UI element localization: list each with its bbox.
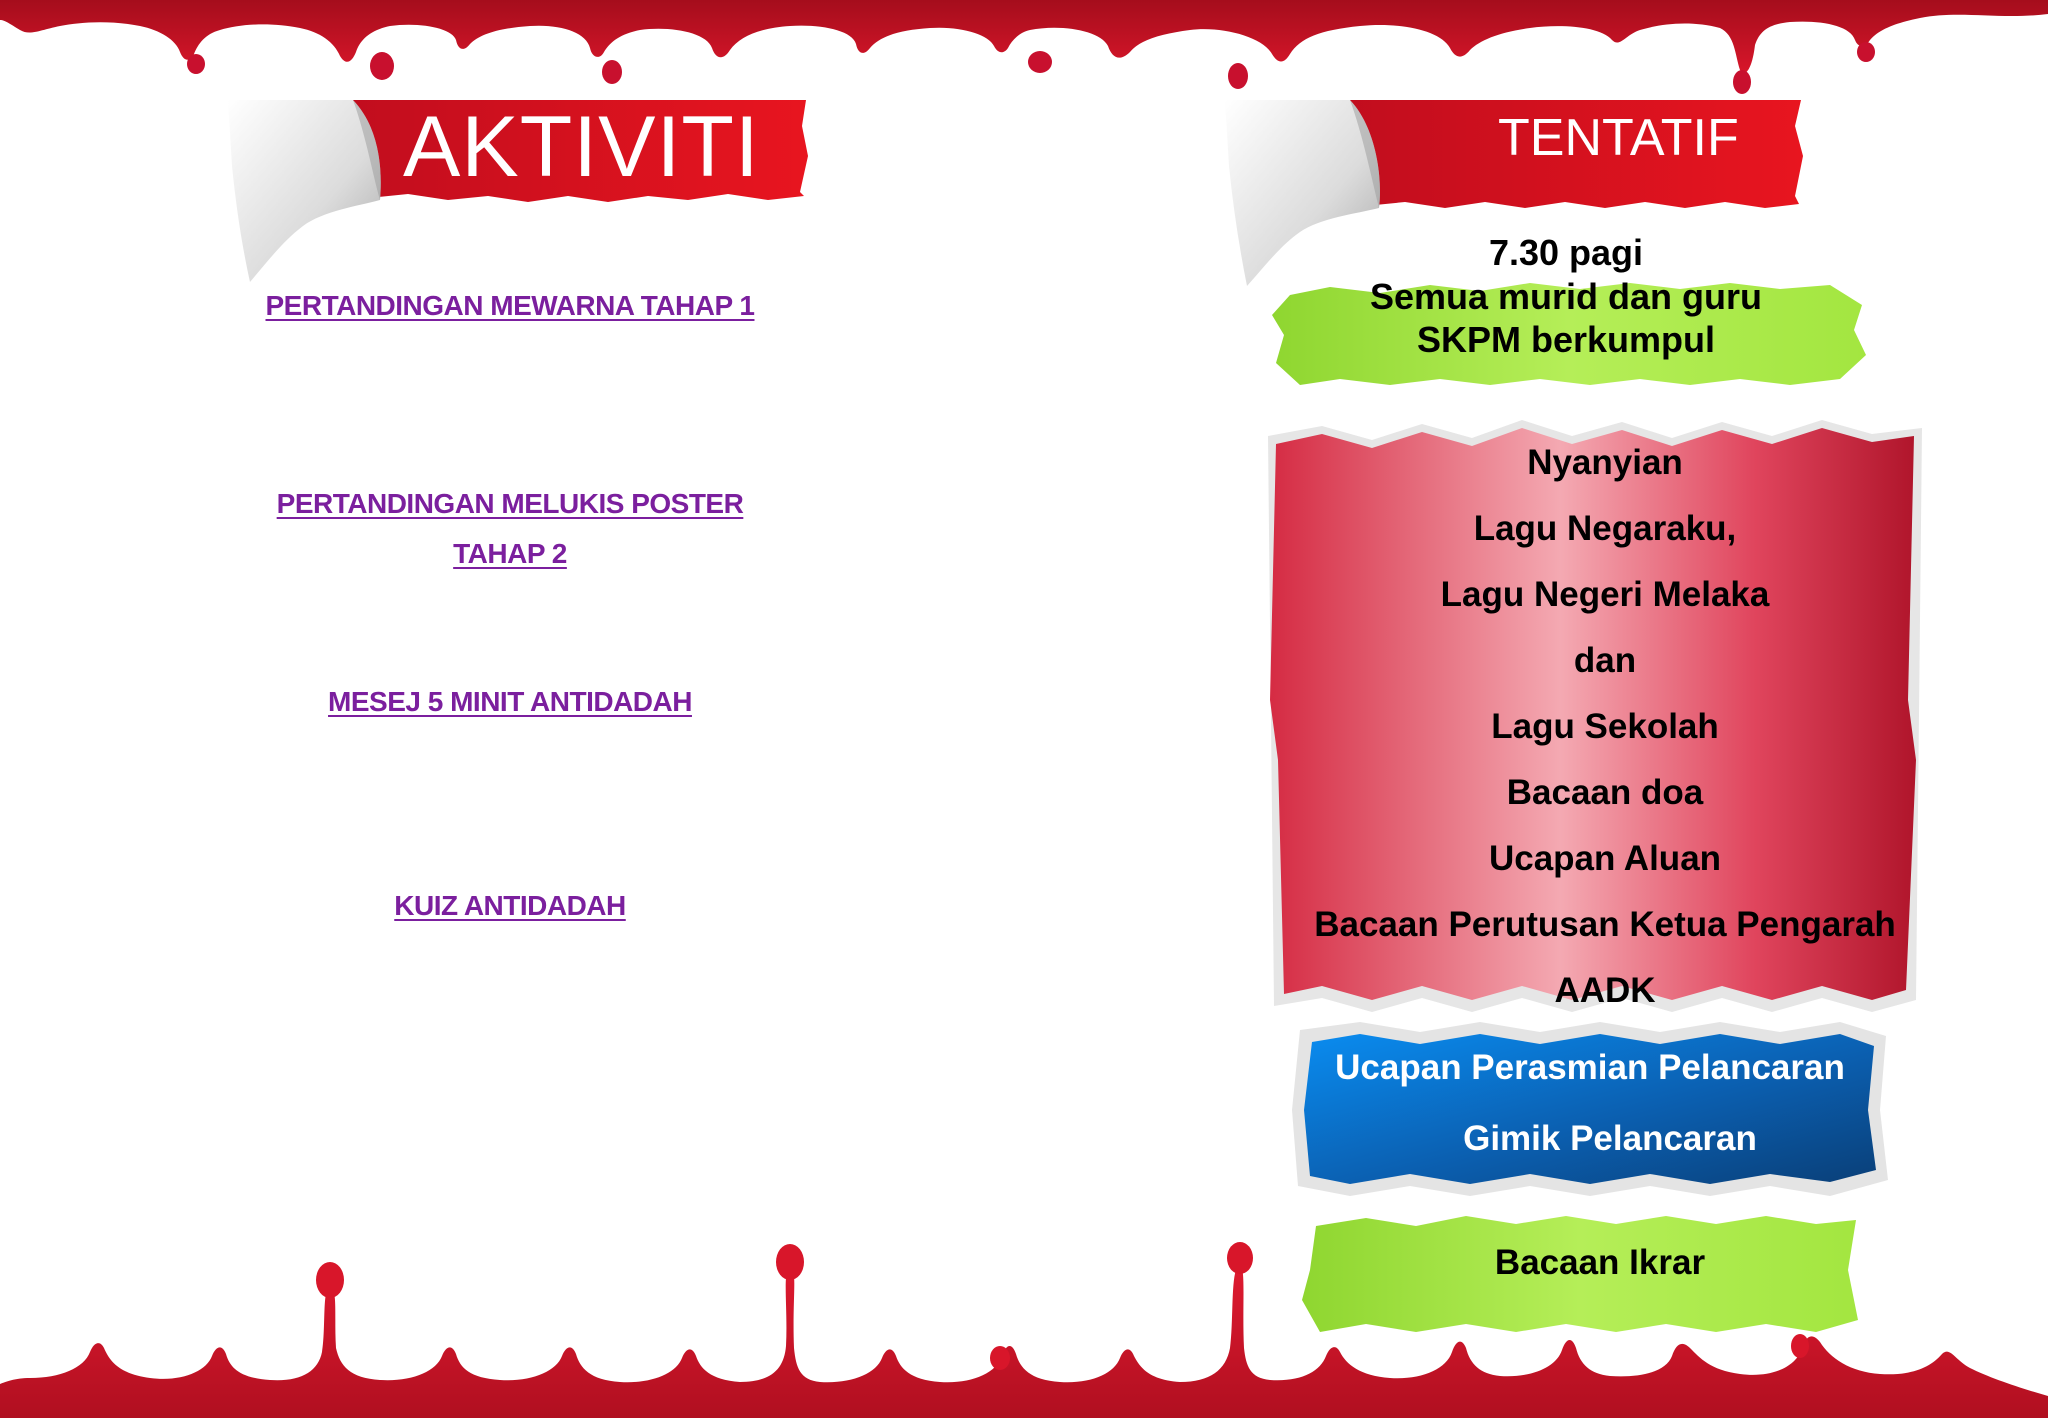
pledge-text: Bacaan Ikrar [1494, 1243, 1706, 1282]
launch-blue-shape [1290, 1020, 1890, 1200]
activity-link-melukis-poster-tahap[interactable]: TAHAP 2 [453, 538, 567, 569]
schedule-time: 7.30 pagi [1488, 232, 1644, 273]
program-line: Ucapan Aluan [1488, 839, 1722, 878]
launch-line1: Ucapan Perasmian Pelancaran [1335, 1048, 1845, 1087]
program-line: Lagu Sekolah [1491, 707, 1719, 746]
activity-link-melukis-poster[interactable]: PERTANDINGAN MELUKIS POSTER [276, 488, 744, 519]
launch-line2: Gimik Pelancaran [1463, 1119, 1757, 1158]
program-line: dan [1573, 641, 1637, 680]
activity-link-mesej-antidadah[interactable]: MESEJ 5 MINIT ANTIDADAH [328, 686, 692, 717]
program-line: Lagu Negaraku, [1473, 509, 1737, 548]
activity-link-mewarna[interactable]: PERTANDINGAN MEWARNA TAHAP 1 [265, 290, 755, 321]
schedule-assembly-line1: Semua murid dan guru [1369, 276, 1763, 317]
program-line: Bacaan Perutusan Ketua Pengarah [1314, 905, 1896, 944]
aktiviti-banner [228, 96, 808, 286]
schedule-assembly-line2: SKPM berkumpul [1416, 319, 1716, 360]
activity-link-kuiz-antidadah[interactable]: KUIZ ANTIDADAH [394, 890, 626, 921]
program-line: AADK [1554, 971, 1656, 1010]
program-line: Lagu Negeri Melaka [1440, 575, 1770, 614]
aktiviti-title: AKTIVITI [403, 99, 760, 195]
program-line: Nyanyian [1527, 443, 1683, 482]
program-line: Bacaan doa [1506, 773, 1704, 812]
blood-drip-top [0, 0, 2048, 110]
tentatif-title: TENTATIF [1498, 109, 1739, 167]
